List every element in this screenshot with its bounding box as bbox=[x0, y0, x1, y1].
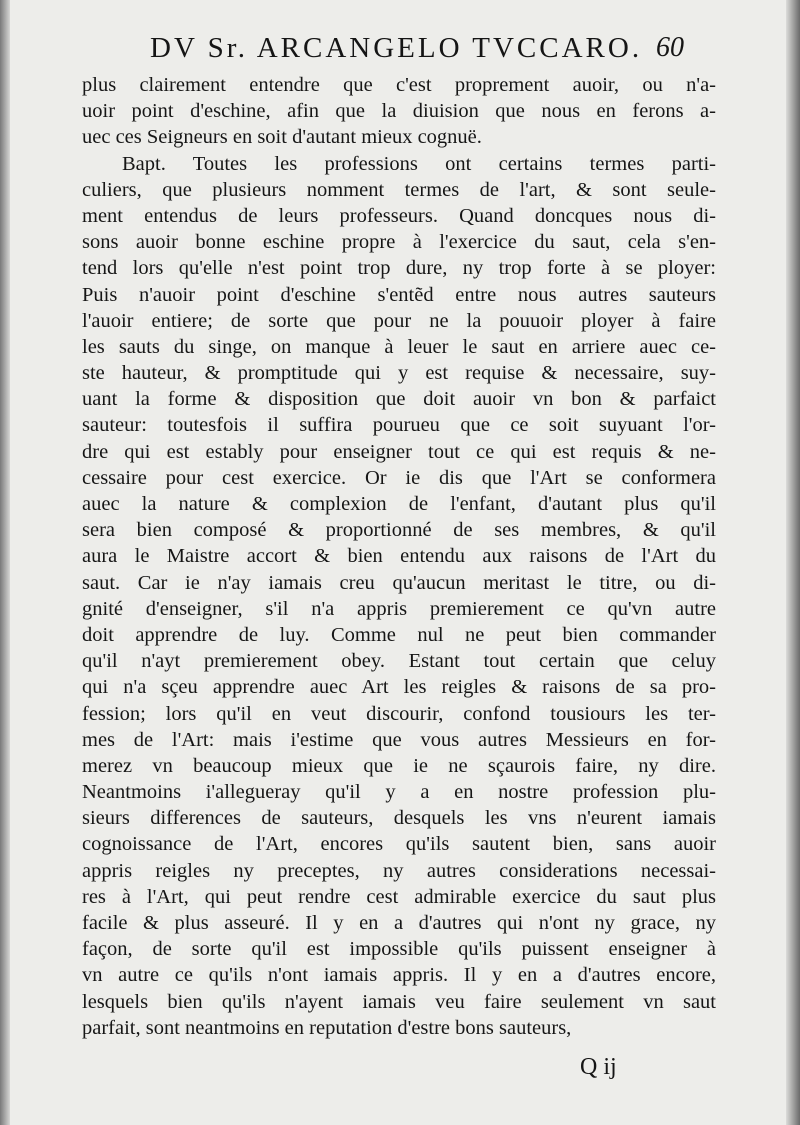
text-line: cessaire pour cest exercice. Or ie dis que l'Art se conformera bbox=[82, 466, 716, 489]
text-line: parfait, sont neantmoins en reputation d'estre bons sauteurs, bbox=[82, 1016, 572, 1039]
text-line: plus clairement entendre que c'est proprement auoir, ou n'a- bbox=[82, 74, 716, 96]
text-line: sons auoir bonne eschine propre à l'exercice du saut, cela s'en- bbox=[82, 231, 716, 254]
text-line: saut. Car ie n'ay iamais creu qu'aucun meritast le titre, ou di- bbox=[82, 571, 716, 594]
text-line: res à l'Art, qui peut rendre cest admirable exercice du saut plus bbox=[82, 885, 716, 908]
text-line: aura le Maistre accort & bien entendu aux raisons de l'Art du bbox=[82, 545, 716, 568]
text-line: gnité d'enseigner, s'il n'a appris premierement ce qu'vn autre bbox=[82, 597, 716, 620]
text-line: uant la forme & disposition que doit auoir vn bon & parfaict bbox=[82, 388, 716, 411]
page-number: 60 bbox=[656, 32, 684, 63]
text-line: Puis n'auoir point d'eschine s'entẽd entre nous autres sauteurs bbox=[82, 283, 716, 306]
text-line: qu'il n'ayt premierement obey. Estant tout certain que celuy bbox=[82, 650, 716, 673]
text-line: auec la nature & complexion de l'enfant, d'autant plus qu'il bbox=[82, 493, 716, 515]
text-line: mes de l'Art: mais i'estime que vous autres Messieurs en for- bbox=[82, 728, 716, 751]
scan-edge-left bbox=[0, 0, 10, 1125]
text-line: culiers, que plusieurs nomment termes de l'art, & sont seule- bbox=[82, 178, 716, 201]
scan-edge-right bbox=[786, 0, 800, 1125]
text-line: lesquels bien qu'ils n'ayent iamais veu faire seulement vn saut bbox=[82, 990, 716, 1013]
signature-mark: Q ij bbox=[580, 1054, 617, 1080]
text-line: l'auoir entiere; de sorte que pour ne la pouuoir ployer à faire bbox=[82, 309, 716, 332]
text-line: uec ces Seigneurs en soit d'autant mieux cognuë. bbox=[82, 126, 482, 149]
text-line: sera bien composé & proportionné de ses membres, & qu'il bbox=[82, 519, 716, 542]
text-line: les sauts du singe, on manque à leuer le saut en arriere auec ce- bbox=[82, 335, 716, 358]
text-line: Bapt. Toutes les professions ont certains termes parti- bbox=[122, 152, 716, 175]
text-line: facile & plus asseuré. Il y en a d'autres qui n'ont ny grace, ny bbox=[82, 912, 716, 934]
text-line: sieurs differences de sauteurs, desquels les vns n'eurent iamais bbox=[82, 807, 716, 830]
text-line: Neantmoins i'allegueray qu'il y a en nostre profession plu- bbox=[82, 781, 716, 804]
text-line: tend lors qu'elle n'est point trop dure, ny trop forte à se ployer: bbox=[82, 257, 716, 280]
text-line: dre qui est estably pour enseigner tout ce qui est requis & ne- bbox=[82, 440, 716, 463]
text-line: cognoissance de l'Art, encores qu'ils sautent bien, sans auoir bbox=[82, 833, 716, 856]
text-line: façon, de sorte qu'il est impossible qu'ils puissent enseigner à bbox=[82, 938, 716, 961]
text-line: uoir point d'eschine, afin que la diuision que nous en ferons a- bbox=[82, 100, 716, 123]
text-line: sauteur: toutesfois il suffira pourueu que ce soit suyuant l'or- bbox=[82, 414, 716, 437]
text-line: ment entendus de leurs professeurs. Quand doncques nous di- bbox=[82, 204, 716, 227]
text-line: fession; lors qu'il en veut discourir, confond tousiours les ter- bbox=[82, 702, 716, 725]
text-line: qui n'a sçeu apprendre auec Art les reigles & raisons de sa pro- bbox=[82, 676, 716, 699]
text-line: doit apprendre de luy. Comme nul ne peut bien commander bbox=[82, 623, 716, 646]
body-text bbox=[82, 72, 716, 1041]
text-line: ste hauteur, & promptitude qui y est requise & necessaire, suy- bbox=[82, 362, 716, 385]
running-title: DV Sr. ARCANGELO TVCCARO. bbox=[150, 32, 643, 64]
text-line: vn autre ce qu'ils n'ont iamais appris. Il y en a d'autres encore, bbox=[82, 964, 716, 987]
text-line: appris reigles ny preceptes, ny autres considerations necessai- bbox=[82, 859, 716, 882]
text-line: merez vn beaucoup mieux que ie ne sçaurois faire, ny dire. bbox=[82, 754, 716, 777]
